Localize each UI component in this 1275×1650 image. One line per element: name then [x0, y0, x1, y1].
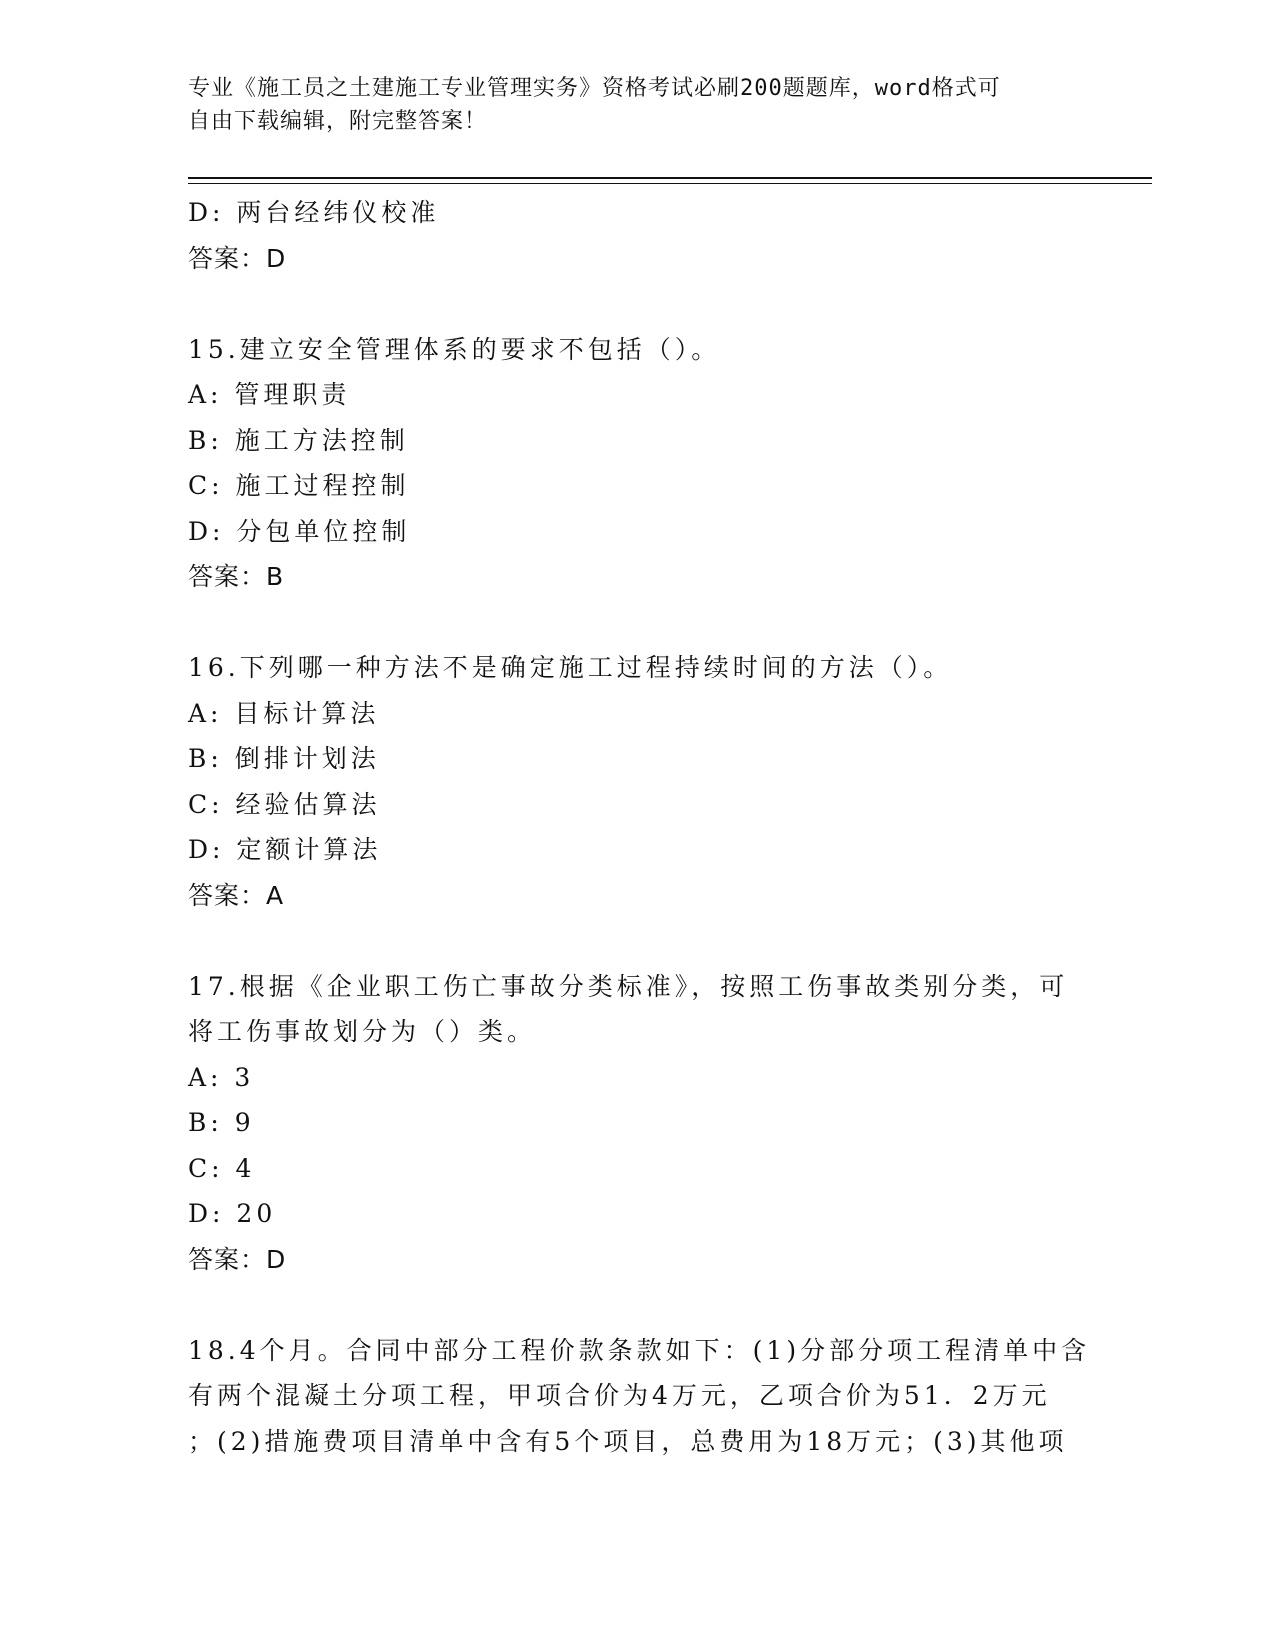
option-c: C: 4: [188, 1153, 256, 1183]
option-d: D: 20: [188, 1199, 277, 1228]
option-a: A: 3: [188, 1062, 255, 1092]
question-text-line-2: 将工伤事故划分为（）类。: [188, 1017, 537, 1046]
question-18: [188, 1328, 1091, 1465]
spacer: [188, 918, 1088, 964]
header-divider-thin: [188, 183, 1152, 184]
option-a: A: 目标计算法: [188, 698, 380, 728]
previous-question-tail: [188, 190, 1088, 281]
option-c: C: 施工过程控制: [188, 471, 410, 500]
answer-line: 答案：D: [188, 243, 287, 273]
option-b: B: 施工方法控制: [188, 425, 409, 455]
option-c: C: 经验估算法: [188, 789, 381, 819]
option-a: A: 管理职责: [188, 380, 351, 409]
header-line-1: 专业《施工员之土建施工专业管理实务》资格考试必刷200题题库，word格式可: [188, 76, 1001, 101]
option-d: D: 分包单位控制: [188, 516, 411, 546]
answer-line: 答案：D: [188, 1244, 287, 1274]
option-b: B: 倒排计划法: [188, 744, 380, 773]
question-text-line-3: ；(2)措施费项目清单中含有5个项目，总费用为18万元；(3)其他项: [188, 1426, 1068, 1456]
question-content: [188, 190, 1091, 1464]
question-text-line-2: 有两个混凝土分项工程，甲项合价为4万元，乙项合价为51．2万元: [188, 1381, 1051, 1410]
question-16: [188, 645, 1088, 918]
spacer: [188, 600, 1088, 646]
option-d: D: 定额计算法: [188, 835, 382, 864]
question-text: 16.下列哪一种方法不是确定施工过程持续时间的方法（）。: [188, 653, 953, 682]
question-17: [188, 964, 1088, 1283]
question-text-line-1: 17.根据《企业职工伤亡事故分类标准》，按照工伤事故类别分类，可: [188, 971, 1069, 1001]
spacer: [188, 281, 1088, 327]
question-text: 15.建立安全管理体系的要求不包括（）。: [188, 334, 721, 364]
question-text-line-1: 18.4个月。合同中部分工程价款条款如下：(1)分部分项工程清单中含: [188, 1335, 1091, 1365]
question-15: [188, 327, 1088, 600]
option-d: D: 两台经纬仪校准: [188, 198, 440, 227]
header-line-2: 自由下载编辑，附完整答案！: [188, 109, 488, 134]
document-header: [188, 72, 1088, 138]
header-divider-thick: [188, 177, 1152, 179]
answer-line: 答案：A: [188, 880, 285, 910]
spacer: [188, 1282, 1088, 1328]
answer-line: 答案：B: [188, 562, 285, 591]
option-b: B: 9: [188, 1108, 255, 1137]
